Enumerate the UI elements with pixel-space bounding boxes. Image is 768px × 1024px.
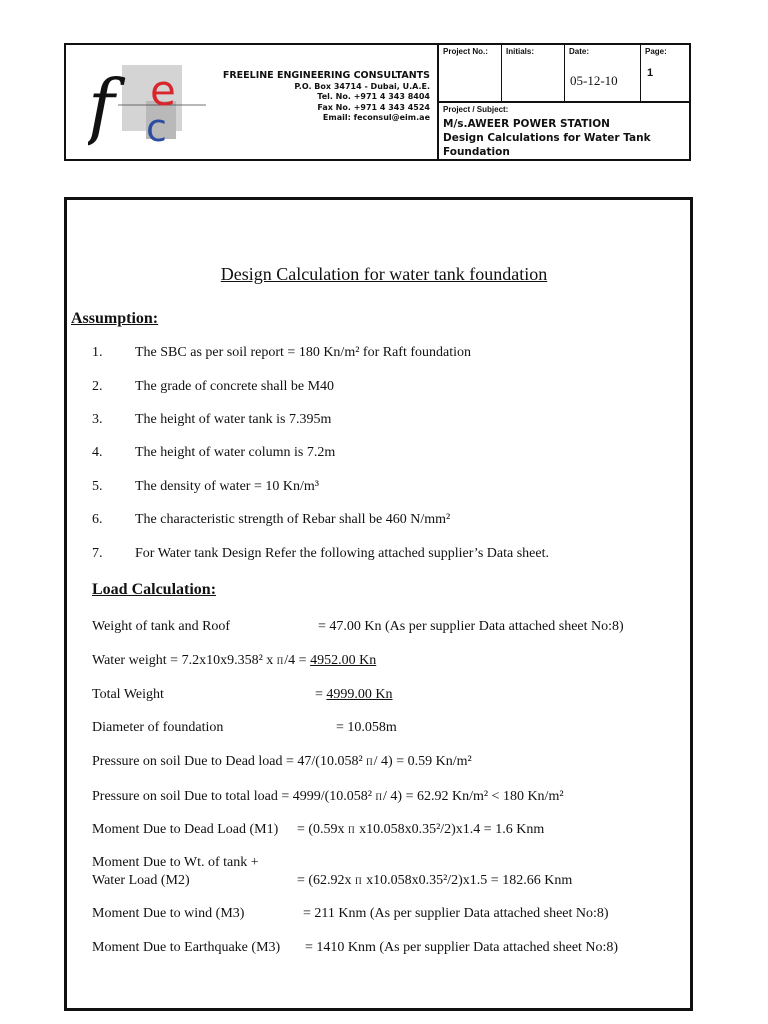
assumption-number: 1. [92, 345, 103, 360]
total-weight-equals: = [315, 687, 327, 702]
logo-letter-e: e [150, 66, 176, 115]
logo-letter-f: f [88, 64, 115, 147]
pressure-dead-load-line [92, 754, 472, 770]
pi-symbol: Π [366, 757, 374, 767]
assumption-text: The grade of concrete shall be M40 [135, 379, 335, 394]
assumption-item [92, 512, 450, 528]
pressure-total-load-line [92, 789, 564, 805]
pressure-dead-load-a: Pressure on soil Due to Dead load = 47/(10.058² [92, 754, 367, 769]
subject-line-2: Design Calculations for Water Tank [443, 132, 651, 144]
pressure-total-load-a: Pressure on soil Due to total load = 4999/(10.058² [92, 789, 376, 804]
total-weight-line [315, 687, 393, 703]
moment-m2-label-1: Moment Due to Wt. of tank + [92, 855, 259, 870]
assumption-item [92, 412, 331, 428]
header-info-grid [437, 45, 691, 161]
assumption-number: 3. [92, 412, 103, 427]
pi-symbol: Π [355, 876, 363, 886]
company-info [223, 71, 430, 124]
assumption-text: For Water tank Design Refer the following attached supplier’s Data sheet. [135, 546, 549, 561]
water-weight-divisor: /4 = [284, 653, 311, 668]
moment-earthquake-value: = 1410 Knm (As per supplier Data attached sheet No:8) [305, 940, 619, 955]
moment-m2-b: x10.058x0.35²/2)x1.5 = 182.66 Knm [362, 873, 573, 888]
assumption-number: 4. [92, 445, 103, 460]
subject-label: Project / Subject: [443, 105, 509, 114]
date-value: 05-12-10 [570, 73, 618, 88]
company-address: P.O. Box 34714 - Dubai, U.A.E. [294, 81, 430, 91]
subject-text [443, 117, 651, 159]
assumption-item [92, 546, 549, 562]
tank-roof-weight-label: Weight of tank and Roof [92, 619, 231, 634]
moment-m2-a: = (62.92x [297, 873, 356, 888]
moment-m1-b: x10.058x0.35²/2)x1.4 = 1.6 Knm [355, 822, 545, 837]
water-weight-value: 4952.00 Kn [310, 653, 377, 668]
company-email: Email: feconsul@eim.ae [322, 113, 430, 122]
page-value: 1 [647, 67, 654, 79]
pi-symbol: Π [276, 656, 285, 666]
initials-cell [502, 45, 565, 103]
assumption-number: 2. [92, 379, 103, 394]
assumption-number: 5. [92, 479, 103, 494]
project-no-cell [439, 45, 502, 103]
subject-cell [439, 103, 691, 159]
load-calculation-heading: Load Calculation: [92, 581, 217, 598]
logo-letter-c: c [146, 106, 167, 147]
moment-m1-value [297, 822, 544, 838]
assumption-item [92, 445, 335, 461]
pressure-dead-load-b: / 4) = 0.59 Kn/m² [373, 754, 472, 769]
page-title: Design Calculation for water tank foundation [220, 264, 548, 284]
water-weight-label: Water weight = 7.2x10x9.358² x [92, 653, 277, 668]
assumption-text: The height of water tank is 7.395m [135, 412, 332, 427]
diameter-label: Diameter of foundation [92, 720, 224, 735]
pressure-total-load-b: / 4) = 62.92 Kn/m² < 180 Kn/m² [383, 789, 564, 804]
date-cell [565, 45, 641, 103]
assumption-number: 6. [92, 512, 103, 527]
moment-m1-a: = (0.59x [297, 822, 349, 837]
company-logo [88, 61, 218, 147]
assumption-item [92, 479, 319, 495]
moment-m2-value [297, 873, 572, 889]
moment-m1-label: Moment Due to Dead Load (M1) [92, 822, 279, 837]
assumption-item [92, 345, 471, 361]
water-weight-line [92, 653, 376, 669]
document-header [64, 43, 691, 161]
subject-line-1: M/s.AWEER POWER STATION [443, 118, 610, 130]
moment-wind-value: = 211 Knm (As per supplier Data attached sheet No:8) [303, 906, 609, 921]
date-label: Date: [569, 47, 590, 56]
project-no-label: Project No.: [443, 47, 488, 56]
assumption-text: The density of water = 10 Kn/m³ [135, 479, 319, 494]
moment-wind-label: Moment Due to wind (M3) [92, 906, 245, 921]
diameter-value: = 10.058m [336, 720, 397, 735]
total-weight-label: Total Weight [92, 687, 164, 702]
page-label: Page: [645, 47, 667, 56]
assumption-number: 7. [92, 546, 103, 561]
company-fax: Fax No. +971 4 343 4524 [317, 102, 430, 112]
company-tel: Tel. No. +971 4 343 8404 [317, 92, 430, 101]
moment-earthquake-label: Moment Due to Earthquake (M3) [92, 940, 281, 955]
pi-symbol: Π [375, 792, 384, 802]
total-weight-value: 4999.00 Kn [326, 687, 393, 702]
moment-m2-label-2: Water Load (M2) [92, 873, 190, 888]
page-cell [641, 45, 691, 103]
subject-line-3: Foundation [443, 146, 510, 158]
company-name: FREELINE ENGINEERING CONSULTANTS [222, 70, 430, 81]
initials-label: Initials: [506, 47, 535, 56]
assumption-heading: Assumption: [71, 310, 159, 327]
assumption-text: The height of water column is 7.2m [135, 445, 336, 460]
assumption-item [92, 379, 334, 395]
assumption-text: The characteristic strength of Rebar shall be 460 N/mm² [135, 512, 451, 527]
tank-roof-weight-value: = 47.00 Kn (As per supplier Data attached sheet No:8) [318, 619, 624, 634]
pi-symbol: Π [348, 825, 356, 835]
assumption-text: The SBC as per soil report = 180 Kn/m² for Raft foundation [135, 345, 471, 360]
